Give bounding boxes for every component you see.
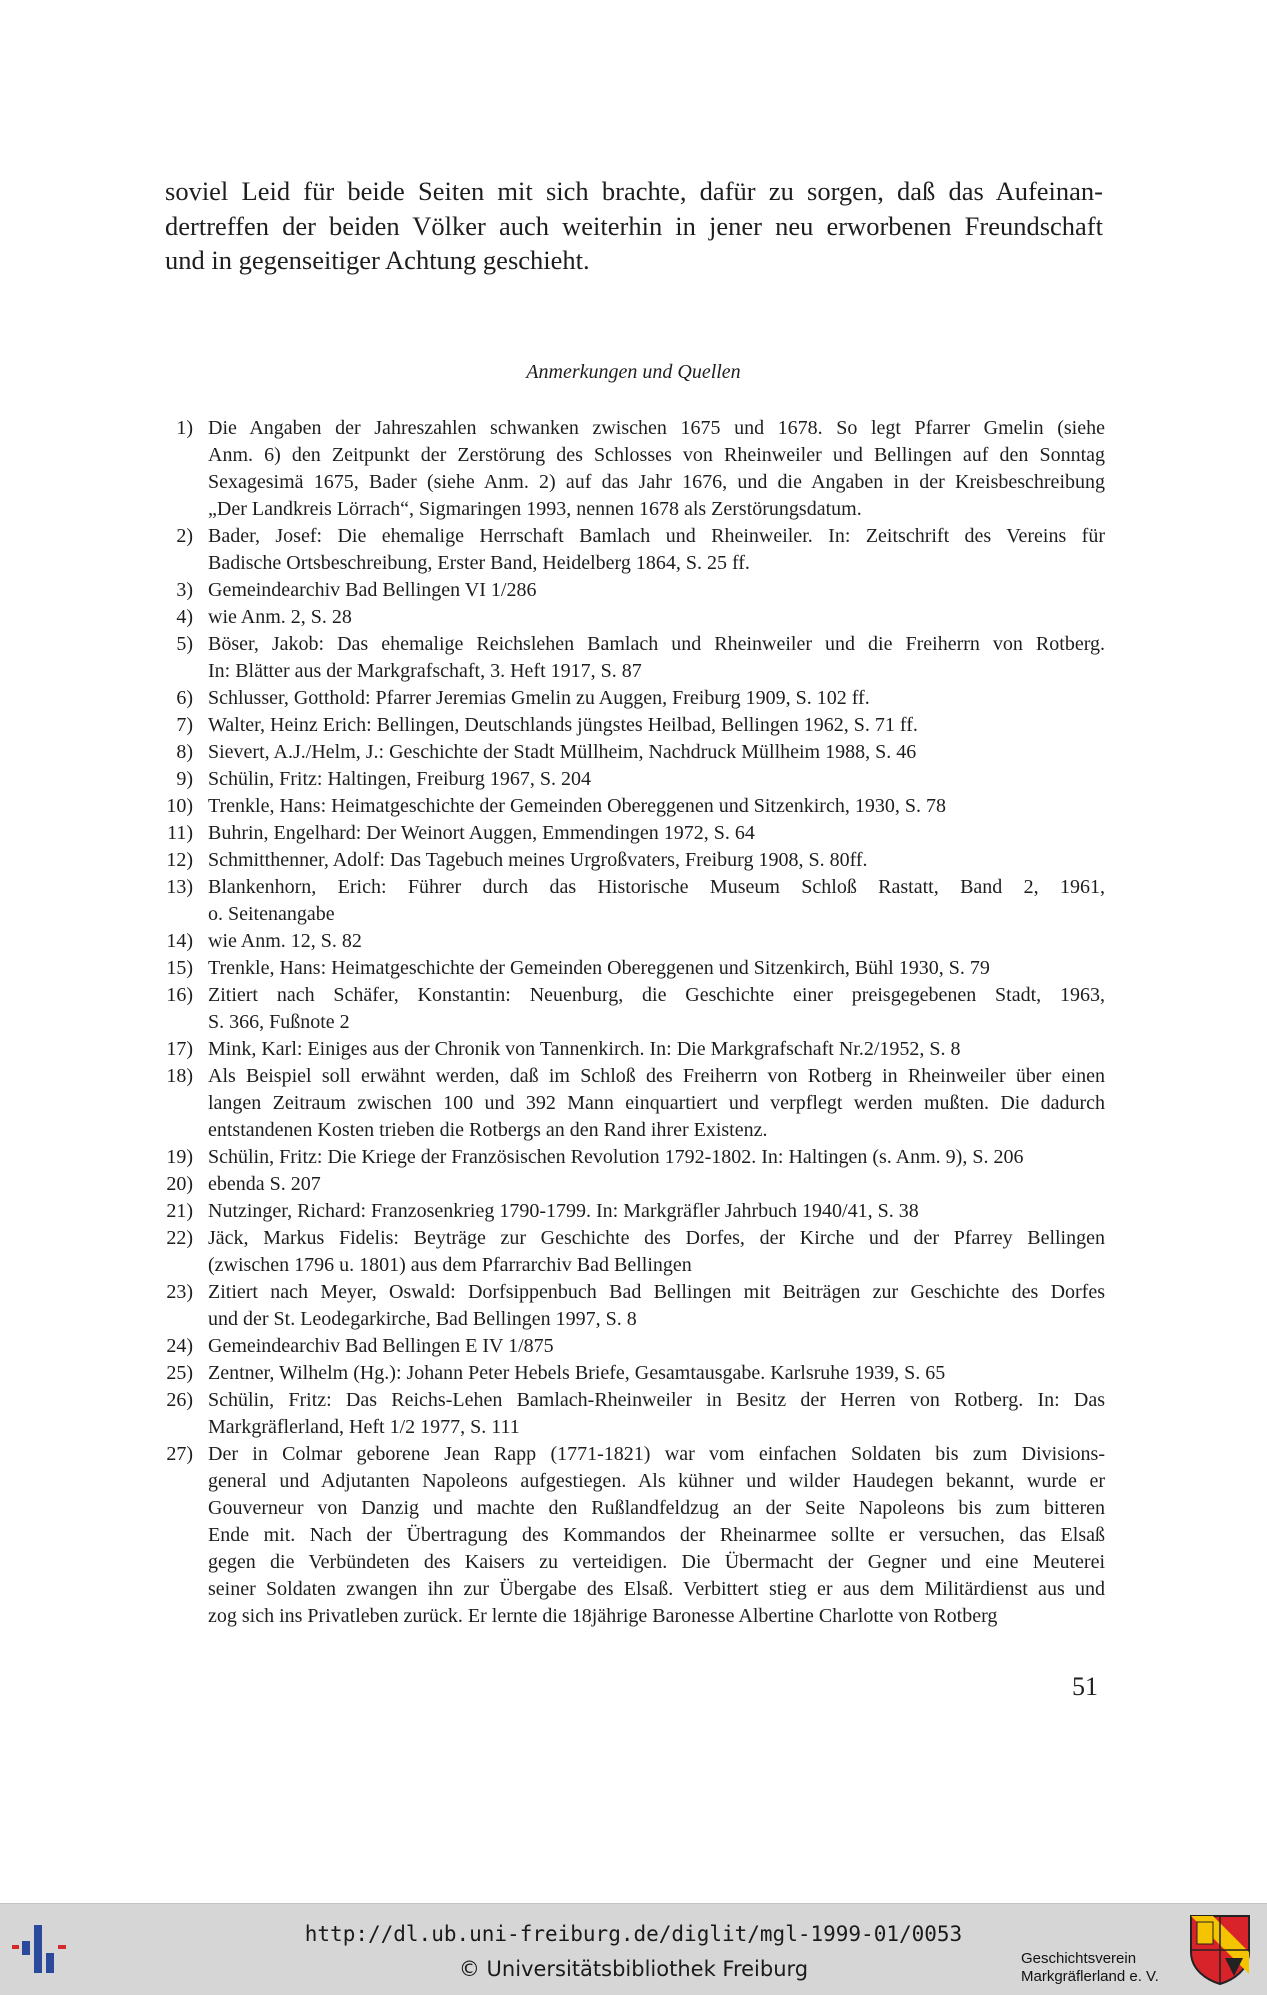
footnote-item <box>160 577 1105 604</box>
footnote-item <box>160 955 1105 982</box>
footnote-line: o. Seitenangabe <box>208 903 335 925</box>
footnote-item <box>160 1225 1105 1279</box>
footnote-line: gegen die Verbündeten des Kaisers zu verteidigen. Die Übermacht der Gegner und eine Meuterei <box>208 1551 1105 1573</box>
footnote-item <box>160 523 1105 577</box>
footnote-number: 11) <box>167 822 193 844</box>
footnote-line: Schülin, Fritz: Die Kriege der Französischen Revolution 1792-1802. In: Haltingen (s. Anm. 9), S. 206 <box>208 1146 1024 1168</box>
footnote-line: Schlusser, Gotthold: Pfarrer Jeremias Gmelin zu Auggen, Freiburg 1909, S. 102 ff. <box>208 687 870 709</box>
footnote-line: seiner Soldaten zwangen ihn zur Übergabe des Elsaß. Verbittert stieg er aus dem Militärdienst aus und <box>208 1578 1105 1600</box>
footnote-item <box>160 631 1105 685</box>
footnote-number: 12) <box>166 849 193 871</box>
footnote-item <box>160 1198 1105 1225</box>
footnote-number: 6) <box>176 687 193 709</box>
page-number: 51 <box>1072 1672 1098 1701</box>
footnote-line: Zitiert nach Meyer, Oswald: Dorfsippenbuch Bad Bellingen mit Beiträgen zur Geschichte des Dorfes <box>208 1281 1105 1303</box>
footnote-number: 16) <box>166 984 193 1006</box>
footnote-line: general und Adjutanten Napoleons aufgestiegen. Als kühner und wilder Haudegen bekannt, wurde er <box>208 1470 1105 1492</box>
org-name-line2: Markgräflerland e. V. <box>1021 1968 1159 1985</box>
footnote-line: Schülin, Fritz: Haltingen, Freiburg 1967, S. 204 <box>208 768 591 790</box>
footnote-item <box>160 1144 1105 1171</box>
footnote-line: Mink, Karl: Einiges aus der Chronik von Tannenkirch. In: Die Markgrafschaft Nr.2/1952, S. 8 <box>208 1038 961 1060</box>
footnote-line: Trenkle, Hans: Heimatgeschichte der Gemeinden Obereggenen und Sitzenkirch, Bühl 1930, S. 79 <box>208 957 990 979</box>
footnote-line: wie Anm. 2, S. 28 <box>208 606 352 628</box>
footnote-number: 3) <box>176 579 193 601</box>
footnote-line: Als Beispiel soll erwähnt werden, daß im Schloß des Freiherrn von Rotberg in Rheinweiler über einen <box>208 1065 1105 1087</box>
footnote-line: Blankenhorn, Erich: Führer durch das Historische Museum Schloß Rastatt, Band 2, 1961, <box>208 876 1105 898</box>
footnote-item <box>160 1171 1105 1198</box>
footnote-number: 9) <box>176 768 193 790</box>
footnote-line: Trenkle, Hans: Heimatgeschichte der Gemeinden Obereggenen und Sitzenkirch, 1930, S. 78 <box>208 795 946 817</box>
intro-line: und in gegenseitiger Achtung geschieht. <box>165 245 590 275</box>
footnote-line: zog sich ins Privatleben zurück. Er lernte die 18jährige Baronesse Albertine Charlotte von Rotberg <box>208 1605 998 1627</box>
footnote-line: und der St. Leodegarkirche, Bad Bellingen 1997, S. 8 <box>208 1308 637 1330</box>
footnote-line: In: Blätter aus der Markgrafschaft, 3. Heft 1917, S. 87 <box>208 660 642 682</box>
org-name-line1: Geschichtsverein <box>1021 1950 1137 1967</box>
footnote-number: 18) <box>166 1065 193 1087</box>
footnote-number: 26) <box>166 1389 193 1411</box>
footnote-line: Nutzinger, Richard: Franzosenkrieg 1790-1799. In: Markgräfler Jahrbuch 1940/41, S. 38 <box>208 1200 919 1222</box>
footnote-line: (zwischen 1796 u. 1801) aus dem Pfarrarchiv Bad Bellingen <box>208 1254 692 1276</box>
notes-list <box>160 415 1105 1630</box>
footnote-line: Badische Ortsbeschreibung, Erster Band, Heidelberg 1864, S. 25 ff. <box>208 552 750 574</box>
footnote-item <box>160 928 1105 955</box>
footnote-number: 10) <box>166 795 193 817</box>
footnote-number: 17) <box>166 1038 193 1060</box>
footnote-item <box>160 1441 1105 1630</box>
footer-organization <box>1021 1950 1171 1986</box>
footnote-line: Gemeindearchiv Bad Bellingen VI 1/286 <box>208 579 537 601</box>
footnote-number: 13) <box>166 876 193 898</box>
footnote-line: Gouverneur von Danzig und machte den Rußlandfeldzug an der Seite Napoleons bis zum bitteren <box>208 1497 1105 1519</box>
footnote-item <box>160 982 1105 1036</box>
footnote-line: Bader, Josef: Die ehemalige Herrschaft Bamlach und Rheinweiler. In: Zeitschrift des Vereins für <box>208 525 1105 547</box>
footnote-line: Schülin, Fritz: Das Reichs-Lehen Bamlach-Rheinweiler in Besitz der Herren von Rotberg. In: Das <box>208 1389 1105 1411</box>
footnote-line: Sexagesimä 1675, Bader (siehe Anm. 2) auf das Jahr 1676, und die Angaben in der Kreisbeschreibung <box>208 471 1105 493</box>
footnote-item <box>160 1360 1105 1387</box>
footnote-line: Buhrin, Engelhard: Der Weinort Auggen, Emmendingen 1972, S. 64 <box>208 822 755 844</box>
footnote-item <box>160 604 1105 631</box>
footnote-line: Böser, Jakob: Das ehemalige Reichslehen Bamlach und Rheinweiler und die Freiherrn von Rotberg. <box>208 633 1105 655</box>
footnote-line: „Der Landkreis Lörrach“, Sigmaringen 1993, nennen 1678 als Zerstörungsdatum. <box>208 498 862 520</box>
footnote-number: 1) <box>176 417 193 439</box>
footnote-number: 5) <box>176 633 193 655</box>
intro-line: soviel Leid für beide Seiten mit sich brachte, dafür zu sorgen, daß das Aufeinan- <box>165 176 1103 206</box>
footnote-line: Markgräflerland, Heft 1/2 1977, S. 111 <box>208 1416 520 1438</box>
footer-url-link[interactable]: http://dl.ub.uni-freiburg.de/diglit/mgl-1999-01/0053 <box>304 1922 963 1946</box>
footnote-line: Der in Colmar geborene Jean Rapp (1771-1821) war vom einfachen Soldaten bis zum Divisions- <box>208 1443 1105 1465</box>
footnote-item <box>160 1279 1105 1333</box>
footnote-item <box>160 712 1105 739</box>
footnote-number: 14) <box>166 930 193 952</box>
footnote-number: 4) <box>176 606 193 628</box>
intro-line: dertreffen der beiden Völker auch weiterhin in jener neu erworbenen Freundschaft <box>165 210 1103 241</box>
footnote-number: 23) <box>166 1281 193 1303</box>
footnote-line: ebenda S. 207 <box>208 1173 321 1195</box>
footnote-item <box>160 1036 1105 1063</box>
footnote-line: Gemeindearchiv Bad Bellingen E IV 1/875 <box>208 1335 554 1357</box>
coat-of-arms-icon[interactable] <box>1189 1914 1251 1986</box>
footnote-line: wie Anm. 12, S. 82 <box>208 930 362 952</box>
footnote-line: Sievert, A.J./Helm, J.: Geschichte der Stadt Müllheim, Nachdruck Müllheim 1988, S. 46 <box>208 741 917 763</box>
footnote-number: 27) <box>166 1443 193 1465</box>
footnote-item <box>160 847 1105 874</box>
footnote-item <box>160 1387 1105 1441</box>
footnote-item <box>160 415 1105 523</box>
footnote-number: 15) <box>166 957 193 979</box>
footnote-number: 21) <box>166 1200 193 1222</box>
notes-heading <box>0 361 1267 384</box>
footnote-number: 20) <box>166 1173 193 1195</box>
footnote-item <box>160 1333 1105 1360</box>
footnote-number: 19) <box>166 1146 193 1168</box>
footnote-number: 25) <box>166 1362 193 1384</box>
footnote-line: Anm. 6) den Zeitpunkt der Zerstörung des Schlosses von Rheinweiler und Bellingen auf den Sonntag <box>208 444 1105 466</box>
footnote-item <box>160 793 1105 820</box>
footnote-number: 2) <box>176 525 193 547</box>
intro-paragraph <box>165 174 1103 278</box>
footnote-line: Jäck, Markus Fidelis: Beyträge zur Geschichte des Dorfes, der Kirche und der Pfarrey Bellingen <box>208 1227 1105 1249</box>
footnote-line: Ende mit. Nach der Übertragung des Kommandos der Rheinarmee sollte er versuchen, das Elsaß <box>208 1524 1105 1546</box>
footnote-number: 24) <box>166 1335 193 1357</box>
footer-bar <box>0 1903 1267 1995</box>
footnote-number: 7) <box>176 714 193 736</box>
footnote-item <box>160 685 1105 712</box>
footnote-line: entstandenen Kosten trieben die Rotbergs an den Rand ihrer Existenz. <box>208 1119 768 1141</box>
footnote-line: Schmitthenner, Adolf: Das Tagebuch meines Urgroßvaters, Freiburg 1908, S. 80ff. <box>208 849 868 871</box>
footnote-item <box>160 766 1105 793</box>
footnote-item <box>160 739 1105 766</box>
notes-heading-text: Anmerkungen und Quellen <box>526 361 741 383</box>
footnote-line: langen Zeitraum zwischen 100 und 392 Mann einquartiert und verpflegt werden mußten. Die dadurch <box>208 1092 1105 1114</box>
footnote-line: Zitiert nach Schäfer, Konstantin: Neuenburg, die Geschichte einer preisgegebenen Stadt, 1963, <box>208 984 1105 1006</box>
footnote-number: 22) <box>166 1227 193 1249</box>
footnote-number: 8) <box>176 741 193 763</box>
footnote-line: S. 366, Fußnote 2 <box>208 1011 350 1033</box>
footer-copyright: © Universitätsbibliothek Freiburg <box>458 1957 809 1981</box>
footnote-line: Zentner, Wilhelm (Hg.): Johann Peter Hebels Briefe, Gesamtausgabe. Karlsruhe 1939, S. 65 <box>208 1362 946 1384</box>
footnote-item <box>160 874 1105 928</box>
footnote-item <box>160 1063 1105 1144</box>
footnote-item <box>160 820 1105 847</box>
footnote-line: Walter, Heinz Erich: Bellingen, Deutschlands jüngstes Heilbad, Bellingen 1962, S. 71 ff. <box>208 714 918 736</box>
footnote-line: Die Angaben der Jahreszahlen schwanken zwischen 1675 und 1678. So legt Pfarrer Gmelin (siehe <box>208 417 1105 439</box>
